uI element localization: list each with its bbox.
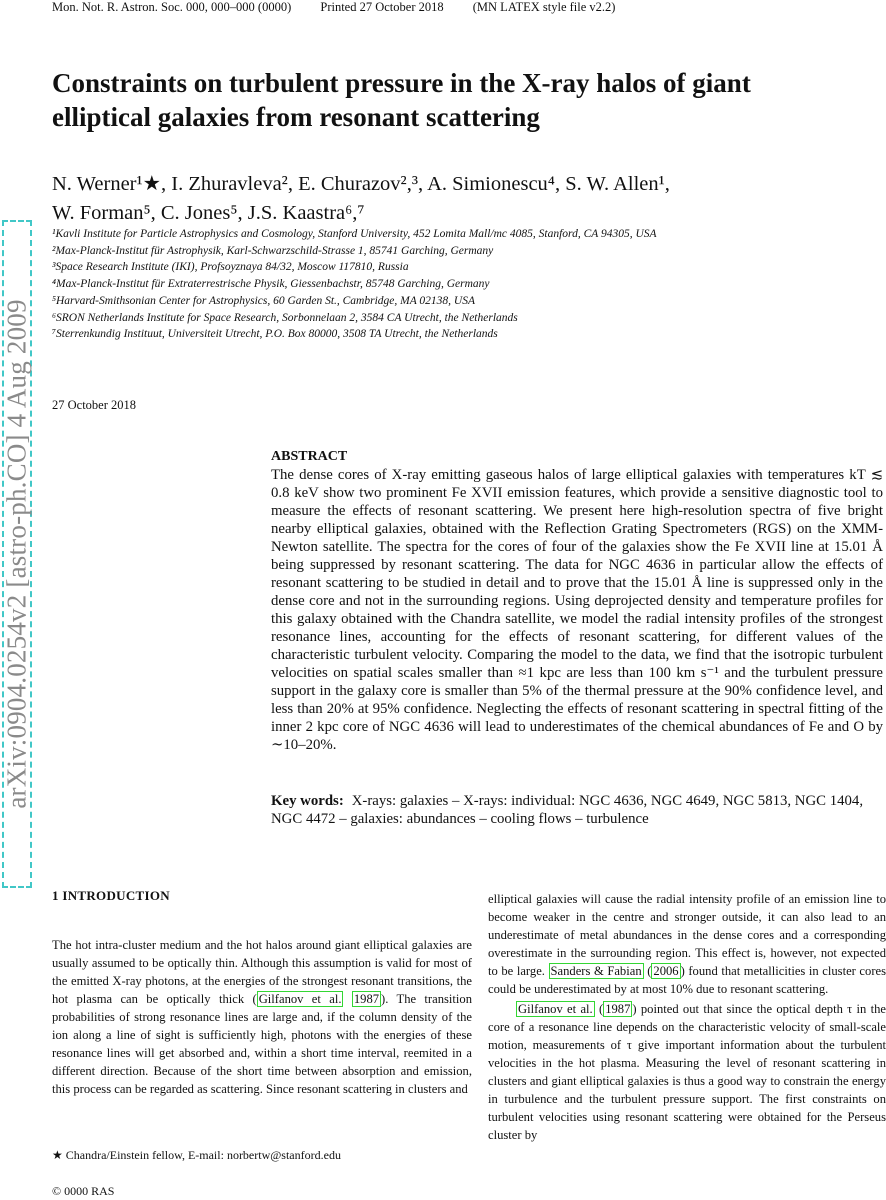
intro-paragraph-1-cont: elliptical galaxies will cause the radial intensity profile of an emission line to become weaker in the centre and stronger outside, it can also lead to an underestimate of metal abundances in the dense cores and a corresponding overestimate in the surrounding region. This effect is, however, not expected to be large. Sanders & Fabian ( 2006 ) found that metallicities in cluster cores could be underestimated by at most 10% due to resonant scattering. xyxy=(488,892,886,996)
copyright: © 0000 RAS xyxy=(52,1184,115,1198)
citation-year-link-gilfanov-2[interactable]: 1987 xyxy=(605,1002,631,1016)
intro-paragraph-1 xyxy=(52,936,472,1098)
citation-link-sanders-fabian[interactable]: Sanders & Fabian xyxy=(550,964,642,978)
style-note: (MN LATEX style file v2.2) xyxy=(472,0,616,14)
arxiv-stamp[interactable] xyxy=(2,220,32,888)
affiliation-1: ¹Kavli Institute for Particle Astrophysics and Cosmology, Stanford University, 452 Lomita Mall/mc 4085, Stanford, CA 94305, USA xyxy=(52,228,657,240)
affiliation-4: ⁴Max-Planck-Institut für Extraterrestrische Physik, Giessenbachstr, 85748 Garching, Germany xyxy=(52,278,490,291)
affiliation-6: ⁶SRON Netherlands Institute for Space Research, Sorbonnelaan 2, 3584 CA Utrecht, the Netherlands xyxy=(52,311,518,324)
affiliation-2: ²Max-Planck-Institut für Astrophysik, Karl-Schwarzschild-Strasse 1, 85741 Garching, Germany xyxy=(52,244,494,257)
footnote: ★ Chandra/Einstein fellow, E-mail: norbertw@stanford.edu xyxy=(52,1148,341,1162)
section-heading-introduction: 1 INTRODUCTION xyxy=(52,888,170,903)
citation-link-gilfanov-2[interactable]: Gilfanov et al. xyxy=(518,1002,593,1016)
intro-p1-text-a: The hot intra-cluster medium and the hot halos around giant elliptical galaxies are usually assumed to be optically thin. Although this assumption is valid for most of the emitted X-ray photons, at the energies of the strongest resonant transitions, the hot plasma can be optically thick ( xyxy=(52,938,472,1006)
keywords-label: Key words: xyxy=(271,793,344,809)
author-line-1: N. Werner¹★, I. Zhuravleva², E. Churazov²,³, A. Simionescu⁴, S. W. Allen¹, xyxy=(52,173,670,195)
keywords-text: X-rays: galaxies – X-rays: individual: NGC 4636, NGC 4649, NGC 5813, NGC 1404, NGC 4472 – galaxies: abundances – cooling flows – turbulence xyxy=(271,793,864,827)
author-line-2: W. Forman⁵, C. Jones⁵, J.S. Kaastra⁶,⁷ xyxy=(52,202,365,224)
citation-link-gilfanov[interactable] xyxy=(257,991,344,1007)
keywords-block xyxy=(271,792,883,828)
citation-year-link[interactable]: 1987 xyxy=(353,992,380,1006)
abstract-block xyxy=(271,448,883,754)
author-list xyxy=(52,170,872,228)
abstract-text: The dense cores of X-ray emitting gaseous halos of large elliptical galaxies with temperatures kT ≲ 0.8 keV show two prominent Fe XVII emission features, which provide a sensitive diagnostic tool to measure the effects of resonant scattering. We present here high-resolution spectra of five bright nearby elliptical galaxies, obtained with the Reflection Grating Spectrometers (RGS) on the XMM-Newton satellite. The spectra for the cores of four of the galaxies show the Fe XVII line at 15.01 Å being suppressed by resonant scattering. The data for NGC 4636 in particular allow the effects of resonant scattering to be studied in detail and to prove that the 15.01 Å line is suppressed only in the dense core and not in the surrounding regions. Using deprojected density and temperature profiles for this galaxy obtained with the Chandra satellite, we model the radial intensity profiles of the strongest resonance lines, accounting for the effects of resonant scattering, for different values of the characteristic turbulent velocity. Comparing the model to the data, we find that the isotropic turbulent velocities on spatial scales smaller than ≈1 kpc are less than 100 km s⁻¹ and the turbulent pressure support in the galaxy core is smaller than 5% of the thermal pressure at the 90% confidence level, and less than 20% at 95% confidence. Neglecting the effects of resonant scattering in spectral fitting of the inner 2 kpc core of NGC 4636 will lead to underestimates of the chemical abundances of Fe and O by ∼10–20%. xyxy=(271,467,883,753)
right-column xyxy=(488,890,886,1144)
affiliation-7: ⁷Sterrenkundig Instituut, Universiteit Utrecht, P.O. Box 80000, 3508 TA Utrecht, the Netherlands xyxy=(52,328,498,341)
running-header xyxy=(52,0,641,15)
paper-date: 27 October 2018 xyxy=(52,398,137,412)
affiliation-list xyxy=(52,226,872,343)
printed-date: Printed 27 October 2018 xyxy=(320,0,444,14)
intro-p1-text-b: ). The transition probabilities of strong resonance lines are large and, if the column density of the ion along a line of sight is sufficiently high, photons with the energies of these resonance lines will get absorbed and, within a short time interval, reemited in a different direction. Because of the short time between absorption and emission, this process can be regarded as scattering. Since resonant scattering in clusters and xyxy=(52,992,472,1096)
journal-ref: Mon. Not. R. Astron. Soc. 000, 000–000 (0000) xyxy=(52,0,292,14)
citation-year-link-sanders[interactable]: 2006 xyxy=(653,964,679,978)
intro-paragraph-2: Gilfanov et al. ( 1987 ) pointed out that since the optical depth τ in the core of a resonance line depends on the characteristic velocity of small-scale motion, measurements of τ give important information about the turbulent velocities in the hot plasma. Measuring the level of resonant scattering in clusters and giant elliptical galaxies is thus a good way to constrain the energy in turbulence and the turbulent pressure support. The first constraints on turbulent velocities using resonant scattering were obtained for the Perseus cluster by xyxy=(488,1002,886,1142)
intro-p1-cont-text-a: elliptical galaxies will cause the radial intensity profile of an emission line to become weaker in the centre and stronger outside, it can also lead to an underestimate of metal abundances in the dense cores and a corresponding overestimate in the surrounding region. This effect is, however, not expected to be large. xyxy=(488,892,886,978)
affiliation-3: ³Space Research Institute (IKI), Profsoyznaya 84/32, Moscow 117810, Russia xyxy=(52,261,409,274)
affiliation-5: ⁵Harvard-Smithsonian Center for Astrophysics, 60 Garden St., Cambridge, MA 02138, USA xyxy=(52,294,475,307)
left-column xyxy=(52,936,472,1098)
abstract-heading: ABSTRACT xyxy=(271,449,348,464)
intro-p2-text: ) pointed out that since the optical depth τ in the core of a resonance line depends on the characteristic velocity of small-scale motion, measurements of τ give important information about the turbulent velocities in the hot plasma. Measuring the level of resonant scattering in clusters and giant elliptical galaxies is thus a good way to constrain the energy in turbulence and the turbulent pressure support. The first constraints on turbulent velocities using resonant scattering were obtained for the Perseus cluster by xyxy=(488,1002,886,1142)
citation-author: Gilfanov et al. xyxy=(258,992,342,1006)
paper-title: Constraints on turbulent pressure in the X-ray halos of giant elliptical galaxies from resonant scattering xyxy=(52,68,751,132)
intro-p1-cont-text-b: ) found that metallicities in cluster cores could be underestimated by at most 10% due to resonant scattering. xyxy=(488,964,886,996)
arxiv-id: arXiv:0904.0254v2 [astro-ph.CO] 4 Aug 2009 xyxy=(1,299,32,809)
